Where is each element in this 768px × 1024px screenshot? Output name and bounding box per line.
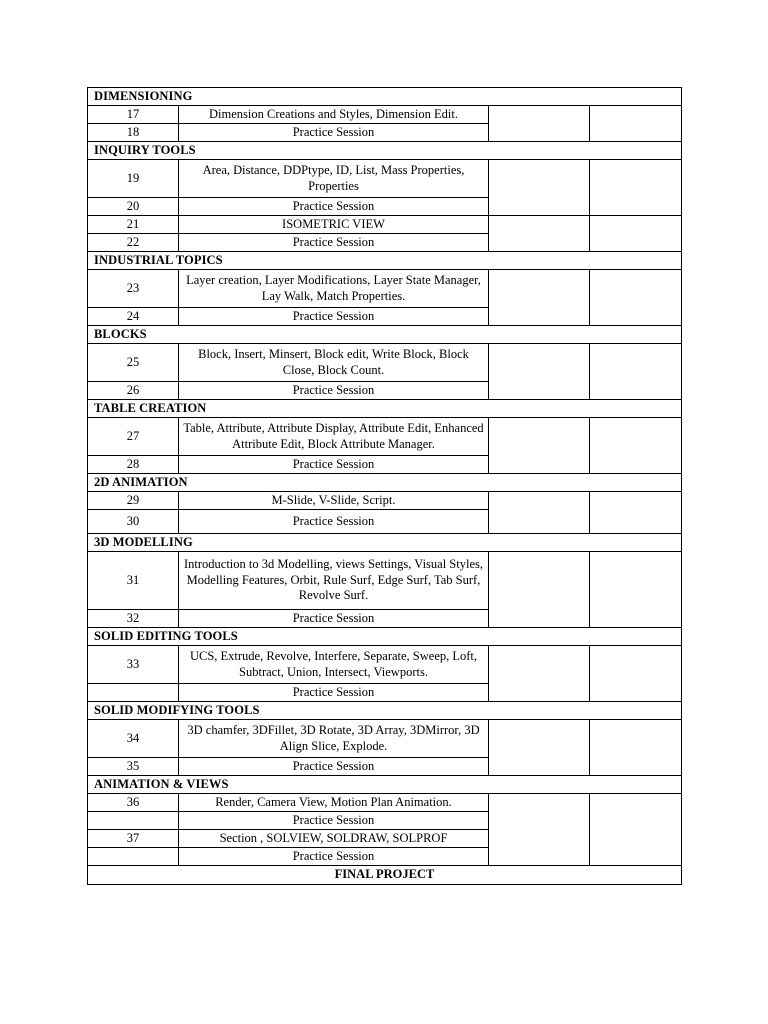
blank-cell <box>489 720 590 776</box>
final-row <box>88 866 682 885</box>
session-topic: Practice Session <box>179 456 489 474</box>
session-number: 18 <box>88 124 179 142</box>
session-number: 33 <box>88 646 179 684</box>
session-row <box>88 552 682 610</box>
session-number: 24 <box>88 308 179 326</box>
session-row <box>88 160 682 198</box>
session-number: 25 <box>88 344 179 382</box>
blank-cell <box>590 646 682 702</box>
blank-cell <box>590 216 682 252</box>
session-row <box>88 344 682 382</box>
session-row <box>88 646 682 684</box>
session-topic: Block, Insert, Minsert, Block edit, Write Block, Block Close, Block Count. <box>179 344 489 382</box>
session-number: 17 <box>88 106 179 124</box>
section-title: 2D ANIMATION <box>88 474 682 492</box>
section-row <box>88 776 682 794</box>
session-row <box>88 418 682 456</box>
blank-cell <box>590 552 682 628</box>
session-topic: 3D chamfer, 3DFillet, 3D Rotate, 3D Array, 3DMirror, 3D Align Slice, Explode. <box>179 720 489 758</box>
section-title: DIMENSIONING <box>88 88 682 106</box>
section-title: ANIMATION & VIEWS <box>88 776 682 794</box>
section-row <box>88 534 682 552</box>
section-title: TABLE CREATION <box>88 400 682 418</box>
session-row <box>88 720 682 758</box>
section-title: 3D MODELLING <box>88 534 682 552</box>
session-number: 19 <box>88 160 179 198</box>
section-row <box>88 88 682 106</box>
blank-cell <box>590 418 682 474</box>
section-title: BLOCKS <box>88 326 682 344</box>
session-topic: Practice Session <box>179 234 489 252</box>
blank-cell <box>489 646 590 702</box>
session-number: 32 <box>88 610 179 628</box>
session-topic: UCS, Extrude, Revolve, Interfere, Separate, Sweep, Loft, Subtract, Union, Intersect, Viewports. <box>179 646 489 684</box>
session-number: 20 <box>88 198 179 216</box>
session-number: 35 <box>88 758 179 776</box>
session-row <box>88 270 682 308</box>
session-number: 22 <box>88 234 179 252</box>
session-topic: Practice Session <box>179 510 489 534</box>
session-topic: Practice Session <box>179 848 489 866</box>
session-number <box>88 684 179 702</box>
session-topic: Area, Distance, DDPtype, ID, List, Mass Properties, Properties <box>179 160 489 198</box>
blank-cell <box>590 794 682 866</box>
session-topic: Table, Attribute, Attribute Display, Attribute Edit, Enhanced Attribute Edit, Block Attribute Manager. <box>179 418 489 456</box>
section-title: SOLID EDITING TOOLS <box>88 628 682 646</box>
blank-cell <box>489 794 590 866</box>
blank-cell <box>590 106 682 142</box>
blank-cell <box>590 720 682 776</box>
syllabus-body <box>88 88 682 885</box>
section-row <box>88 252 682 270</box>
blank-cell <box>489 106 590 142</box>
session-number: 21 <box>88 216 179 234</box>
session-topic: Practice Session <box>179 124 489 142</box>
syllabus-table <box>87 87 682 885</box>
blank-cell <box>590 160 682 216</box>
session-row <box>88 216 682 234</box>
section-row <box>88 326 682 344</box>
session-topic: Practice Session <box>179 684 489 702</box>
section-title: SOLID MODIFYING TOOLS <box>88 702 682 720</box>
blank-cell <box>590 270 682 326</box>
session-row <box>88 794 682 812</box>
session-topic: Layer creation, Layer Modifications, Layer State Manager, Lay Walk, Match Properties. <box>179 270 489 308</box>
blank-cell <box>489 552 590 628</box>
section-row <box>88 628 682 646</box>
blank-cell <box>489 270 590 326</box>
session-row <box>88 492 682 510</box>
section-title: INDUSTRIAL TOPICS <box>88 252 682 270</box>
section-row <box>88 702 682 720</box>
section-row <box>88 142 682 160</box>
session-topic: Practice Session <box>179 758 489 776</box>
session-number: 26 <box>88 382 179 400</box>
session-number: 34 <box>88 720 179 758</box>
session-topic: ISOMETRIC VIEW <box>179 216 489 234</box>
session-topic: M-Slide, V-Slide, Script. <box>179 492 489 510</box>
session-number: 27 <box>88 418 179 456</box>
session-topic: Practice Session <box>179 308 489 326</box>
blank-cell <box>489 160 590 216</box>
blank-cell <box>590 344 682 400</box>
session-number <box>88 848 179 866</box>
session-topic: Section , SOLVIEW, SOLDRAW, SOLPROF <box>179 830 489 848</box>
final-project-title: FINAL PROJECT <box>88 866 682 885</box>
session-topic: Practice Session <box>179 382 489 400</box>
session-number <box>88 812 179 830</box>
blank-cell <box>489 492 590 534</box>
session-number: 37 <box>88 830 179 848</box>
blank-cell <box>590 492 682 534</box>
section-row <box>88 400 682 418</box>
session-number: 29 <box>88 492 179 510</box>
session-row <box>88 106 682 124</box>
session-number: 23 <box>88 270 179 308</box>
blank-cell <box>489 344 590 400</box>
session-number: 30 <box>88 510 179 534</box>
session-number: 36 <box>88 794 179 812</box>
session-number: 31 <box>88 552 179 610</box>
section-row <box>88 474 682 492</box>
session-topic: Practice Session <box>179 812 489 830</box>
session-topic: Introduction to 3d Modelling, views Settings, Visual Styles, Modelling Features, Orbit, Rule Surf, Edge Surf, Tab Surf, Revolve Surf. <box>179 552 489 610</box>
section-title: INQUIRY TOOLS <box>88 142 682 160</box>
session-topic: Practice Session <box>179 198 489 216</box>
blank-cell <box>489 216 590 252</box>
session-topic: Dimension Creations and Styles, Dimension Edit. <box>179 106 489 124</box>
blank-cell <box>489 418 590 474</box>
session-topic: Render, Camera View, Motion Plan Animation. <box>179 794 489 812</box>
session-topic: Practice Session <box>179 610 489 628</box>
session-number: 28 <box>88 456 179 474</box>
